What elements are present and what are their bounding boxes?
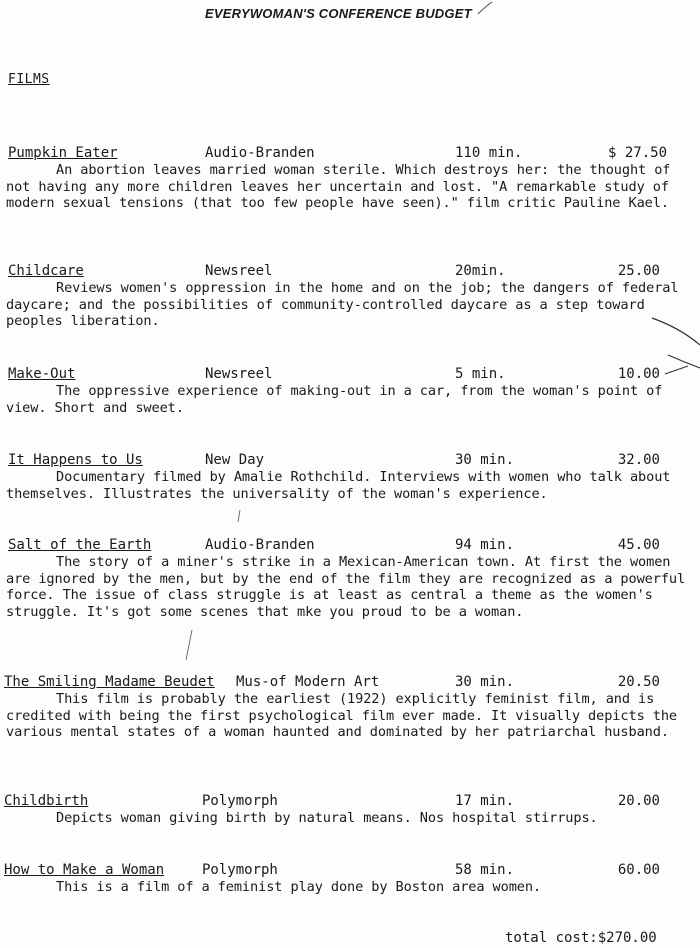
film-title: How to Make a Woman [4, 862, 165, 878]
film-cost: 25.00 [617, 263, 660, 279]
film-distributor: Mus-of Modern Art [236, 674, 380, 690]
film-description: Documentary filmed by Amalie Rothchild. Interviews with women who talk about themselves. Illustrates the universality of the woman's experience. [6, 469, 671, 502]
film-entry [0, 674, 700, 741]
film-entry [0, 793, 700, 827]
film-distributor: Newsreel [205, 366, 273, 382]
film-title: Childbirth [4, 793, 89, 809]
film-title: It Happens to Us [8, 452, 143, 468]
film-description: Reviews women's oppression in the home and on the job; the dangers of federal daycare; and the possibilities of community-controlled daycare as a step toward peoples liberation. [6, 280, 679, 330]
film-length: 5 min. [455, 366, 506, 382]
film-description: This is a film of a feminist play done by Boston area women. [56, 879, 542, 895]
section-heading-films: FILMS [8, 72, 50, 87]
page-title: EVERYWOMAN'S CONFERENCE BUDGET [205, 6, 472, 21]
film-entry [0, 862, 700, 896]
film-length: 17 min. [455, 793, 515, 809]
film-distributor: Polymorph [202, 862, 278, 878]
film-description: This film is probably the earliest (1922) explicitly feminist film, and is credited with being the first psychological film ever made. It visually depicts the various mental states of a woman haunted and dominated by her patriarchal husband. [6, 691, 677, 741]
film-cost: 20.00 [617, 793, 660, 809]
film-description: Depicts woman giving birth by natural means. Nos hospital stirrups. [56, 810, 598, 826]
film-entry [0, 452, 700, 502]
film-description: An abortion leaves married woman sterile. Which destroys her: the thought of not having any more children leaves her uncertain and lost. "A remarkable study of modern sexual tensions (that too few people have seen)." film critic Pauline Kael. [6, 162, 671, 212]
film-entry [0, 145, 700, 212]
film-entry [0, 537, 700, 620]
film-title: Pumpkin Eater [8, 145, 118, 161]
film-description: The story of a miner's strike in a Mexican-American town. At first the women are ignored by the men, but by the end of the film they are recognized as a powerful force. The issue of class struggle is at least as central a theme as the women's struggle. It's got some scenes that mke you proud to be a woman. [6, 554, 686, 620]
film-distributor: Audio-Branden [205, 537, 315, 553]
pen-stroke-mark [478, 2, 492, 14]
film-entry [0, 263, 700, 330]
film-length: 30 min. [455, 452, 515, 468]
film-cost: 32.00 [617, 452, 660, 468]
film-length: 20min. [455, 263, 506, 279]
film-entry [0, 366, 700, 416]
film-distributor: Polymorph [202, 793, 278, 809]
film-title: The Smiling Madame Beudet [4, 674, 215, 690]
film-distributor: Newsreel [205, 263, 273, 279]
film-distributor: Audio-Branden [205, 145, 315, 161]
pen-stroke-mark [238, 510, 240, 522]
film-cost: $ 27.50 [608, 145, 668, 161]
film-cost: 45.00 [617, 537, 660, 553]
film-distributor: New Day [205, 452, 265, 468]
film-cost: 20.50 [617, 674, 660, 690]
film-title: Make-Out [8, 366, 76, 382]
film-title: Salt of the Earth [8, 537, 152, 553]
film-title: Childcare [8, 263, 84, 279]
pen-stroke-mark [186, 630, 192, 660]
film-length: 30 min. [455, 674, 515, 690]
film-length: 94 min. [455, 537, 515, 553]
film-length: 58 min. [455, 862, 515, 878]
film-cost: 60.00 [617, 862, 660, 878]
film-length: 110 min. [455, 145, 523, 161]
total-cost: total cost:$270.00 [505, 930, 657, 946]
film-description: The oppressive experience of making-out in a car, from the woman's point of view. Short and sweet. [6, 383, 663, 416]
film-cost: 10.00 [617, 366, 660, 382]
